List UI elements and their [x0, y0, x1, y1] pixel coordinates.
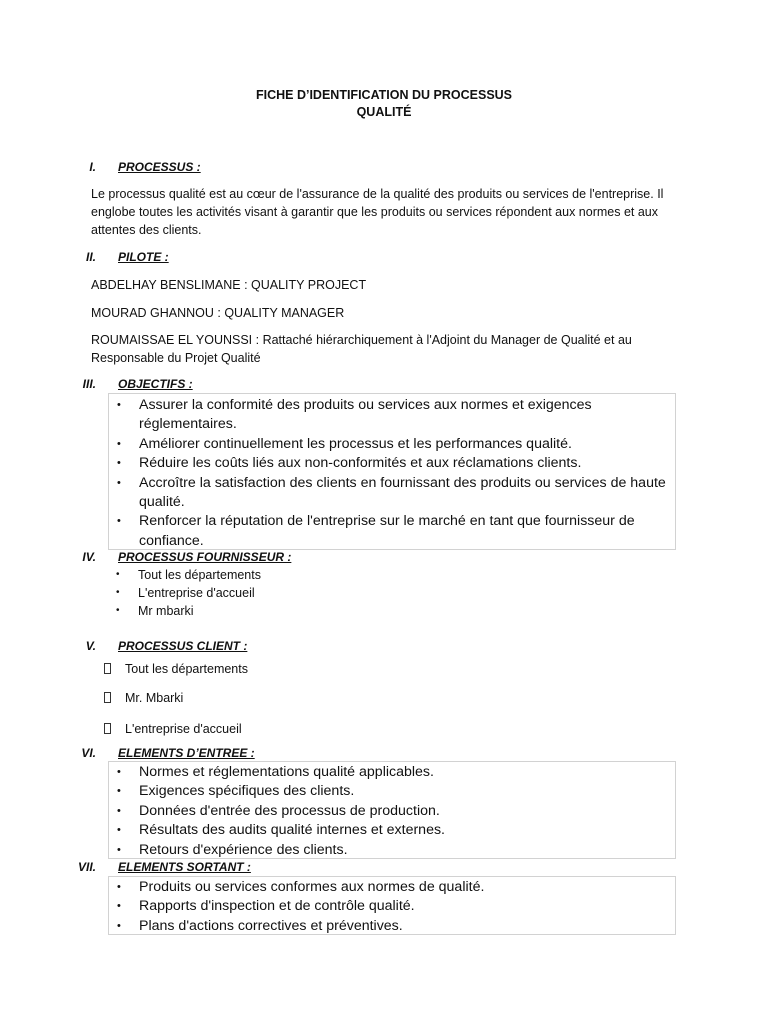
list-item-text: Réduire les coûts liés aux non-conformités et aux réclamations clients. [139, 455, 582, 472]
document-title-line1: FICHE D’IDENTIFICATION DU PROCESSUS [255, 88, 513, 102]
list-item [104, 721, 242, 737]
objectifs-box [108, 393, 676, 550]
section-label: PROCESSUS FOURNISSEUR : [118, 550, 292, 564]
list-item [117, 841, 675, 860]
bullet-icon: • [117, 437, 121, 450]
list-item-text: Renforcer la réputation de l'entreprise sur le marché en tant que fournisseur de confiance. [139, 513, 635, 549]
list-item [117, 821, 675, 840]
sortants-box [108, 876, 676, 935]
list-item-text: Tout les départements [138, 568, 261, 582]
list-item-text: L'entreprise d'accueil [125, 722, 242, 736]
list-item [117, 878, 675, 897]
list-item-text: Résultats des audits qualité internes et externes. [139, 822, 445, 839]
list-item-text: Rapports d'inspection et de contrôle qualité. [139, 898, 415, 915]
bullet-icon: • [116, 569, 120, 580]
list-item [117, 802, 675, 821]
list-item-text: Accroître la satisfaction des clients en fournissant des produits ou services de haute qualité. [139, 474, 666, 511]
list-item [104, 690, 183, 706]
section-label: PROCESSUS CLIENT : [118, 639, 248, 653]
bullet-icon: • [117, 476, 121, 489]
entrees-list [109, 762, 675, 860]
list-item-text: Améliorer continuellement les processus et les performances qualité. [139, 435, 572, 452]
section-number: I. [89, 160, 96, 174]
list-item-text: Normes et réglementations qualité applicables. [139, 764, 434, 780]
bullet-icon: • [117, 881, 121, 893]
bullet-icon: • [117, 900, 121, 913]
bullet-icon: • [117, 399, 121, 411]
section-number: III. [82, 377, 96, 391]
bullet-icon: • [116, 605, 120, 616]
section-number: VI. [81, 746, 96, 760]
list-item-text: Plans d'actions correctives et préventives. [139, 917, 403, 934]
pilote-line: ABDELHAY BENSLIMANE : QUALITY PROJECT [91, 278, 367, 292]
section-number: V. [85, 639, 96, 653]
bullet-icon: • [116, 587, 120, 598]
section-number: IV. [82, 550, 96, 564]
list-item [104, 661, 248, 677]
list-item [117, 897, 675, 916]
bullet-icon: • [117, 919, 121, 932]
list-item-text: Exigences spécifiques des clients. [139, 783, 355, 800]
processus-description: Le processus qualité est au cœur de l'assurance de la qualité des produits ou services de l'entreprise. Il englobe toutes les activités visant à garantir que les produits ou services répondent aux normes et aux attentes des clients. [91, 187, 664, 237]
bullet-icon: • [117, 824, 121, 837]
bullet-icon: • [117, 515, 121, 528]
list-item [117, 782, 675, 801]
document-title-line2: QUALITÉ [356, 105, 412, 119]
section-label: PROCESSUS : [118, 160, 201, 174]
list-item-text: Produits ou services conformes aux normes de qualité. [139, 879, 485, 895]
sortants-list [109, 877, 675, 936]
section-number: II. [85, 250, 96, 264]
bullet-icon: • [117, 843, 121, 856]
section-number: VII. [77, 860, 96, 874]
bullet-icon: • [117, 766, 121, 778]
bullet-icon: • [117, 804, 121, 817]
list-item [117, 474, 675, 513]
square-bullet-icon [104, 723, 111, 734]
pilote-line: ROUMAISSAE EL YOUNSSI : Rattaché hiérarchiquement à l'Adjoint du Manager de Qualité et au Responsable du Projet Qualité [91, 333, 632, 365]
list-item [117, 396, 675, 435]
list-item-text: Mr mbarki [138, 604, 194, 618]
list-item [117, 763, 675, 782]
square-bullet-icon [104, 692, 111, 703]
section-label: PILOTE : [118, 250, 169, 264]
pilote-line: MOURAD GHANNOU : QUALITY MANAGER [91, 306, 345, 320]
objectifs-list [109, 394, 675, 551]
list-item [117, 435, 675, 454]
list-item [117, 917, 675, 936]
list-item [116, 602, 261, 620]
square-bullet-icon [104, 663, 111, 674]
bullet-icon: • [117, 457, 121, 470]
list-item-text: L'entreprise d'accueil [138, 586, 255, 600]
list-item [116, 584, 261, 602]
section-label: ELEMENTS D’ENTREE : [118, 746, 255, 760]
list-item [116, 566, 261, 584]
list-item-text: Assurer la conformité des produits ou services aux normes et exigences réglementaires. [139, 397, 592, 433]
list-item [117, 512, 675, 551]
list-item-text: Mr. Mbarki [125, 691, 184, 705]
list-item-text: Données d'entrée des processus de production. [139, 802, 440, 819]
list-item-text: Retours d'expérience des clients. [139, 841, 348, 858]
section-label: OBJECTIFS : [118, 377, 193, 391]
entrees-box [108, 761, 676, 859]
section-label: ELEMENTS SORTANT : [118, 860, 251, 874]
fournisseur-list [116, 566, 261, 620]
bullet-icon: • [117, 785, 121, 798]
list-item-text: Tout les départements [125, 662, 248, 676]
list-item [117, 454, 675, 473]
